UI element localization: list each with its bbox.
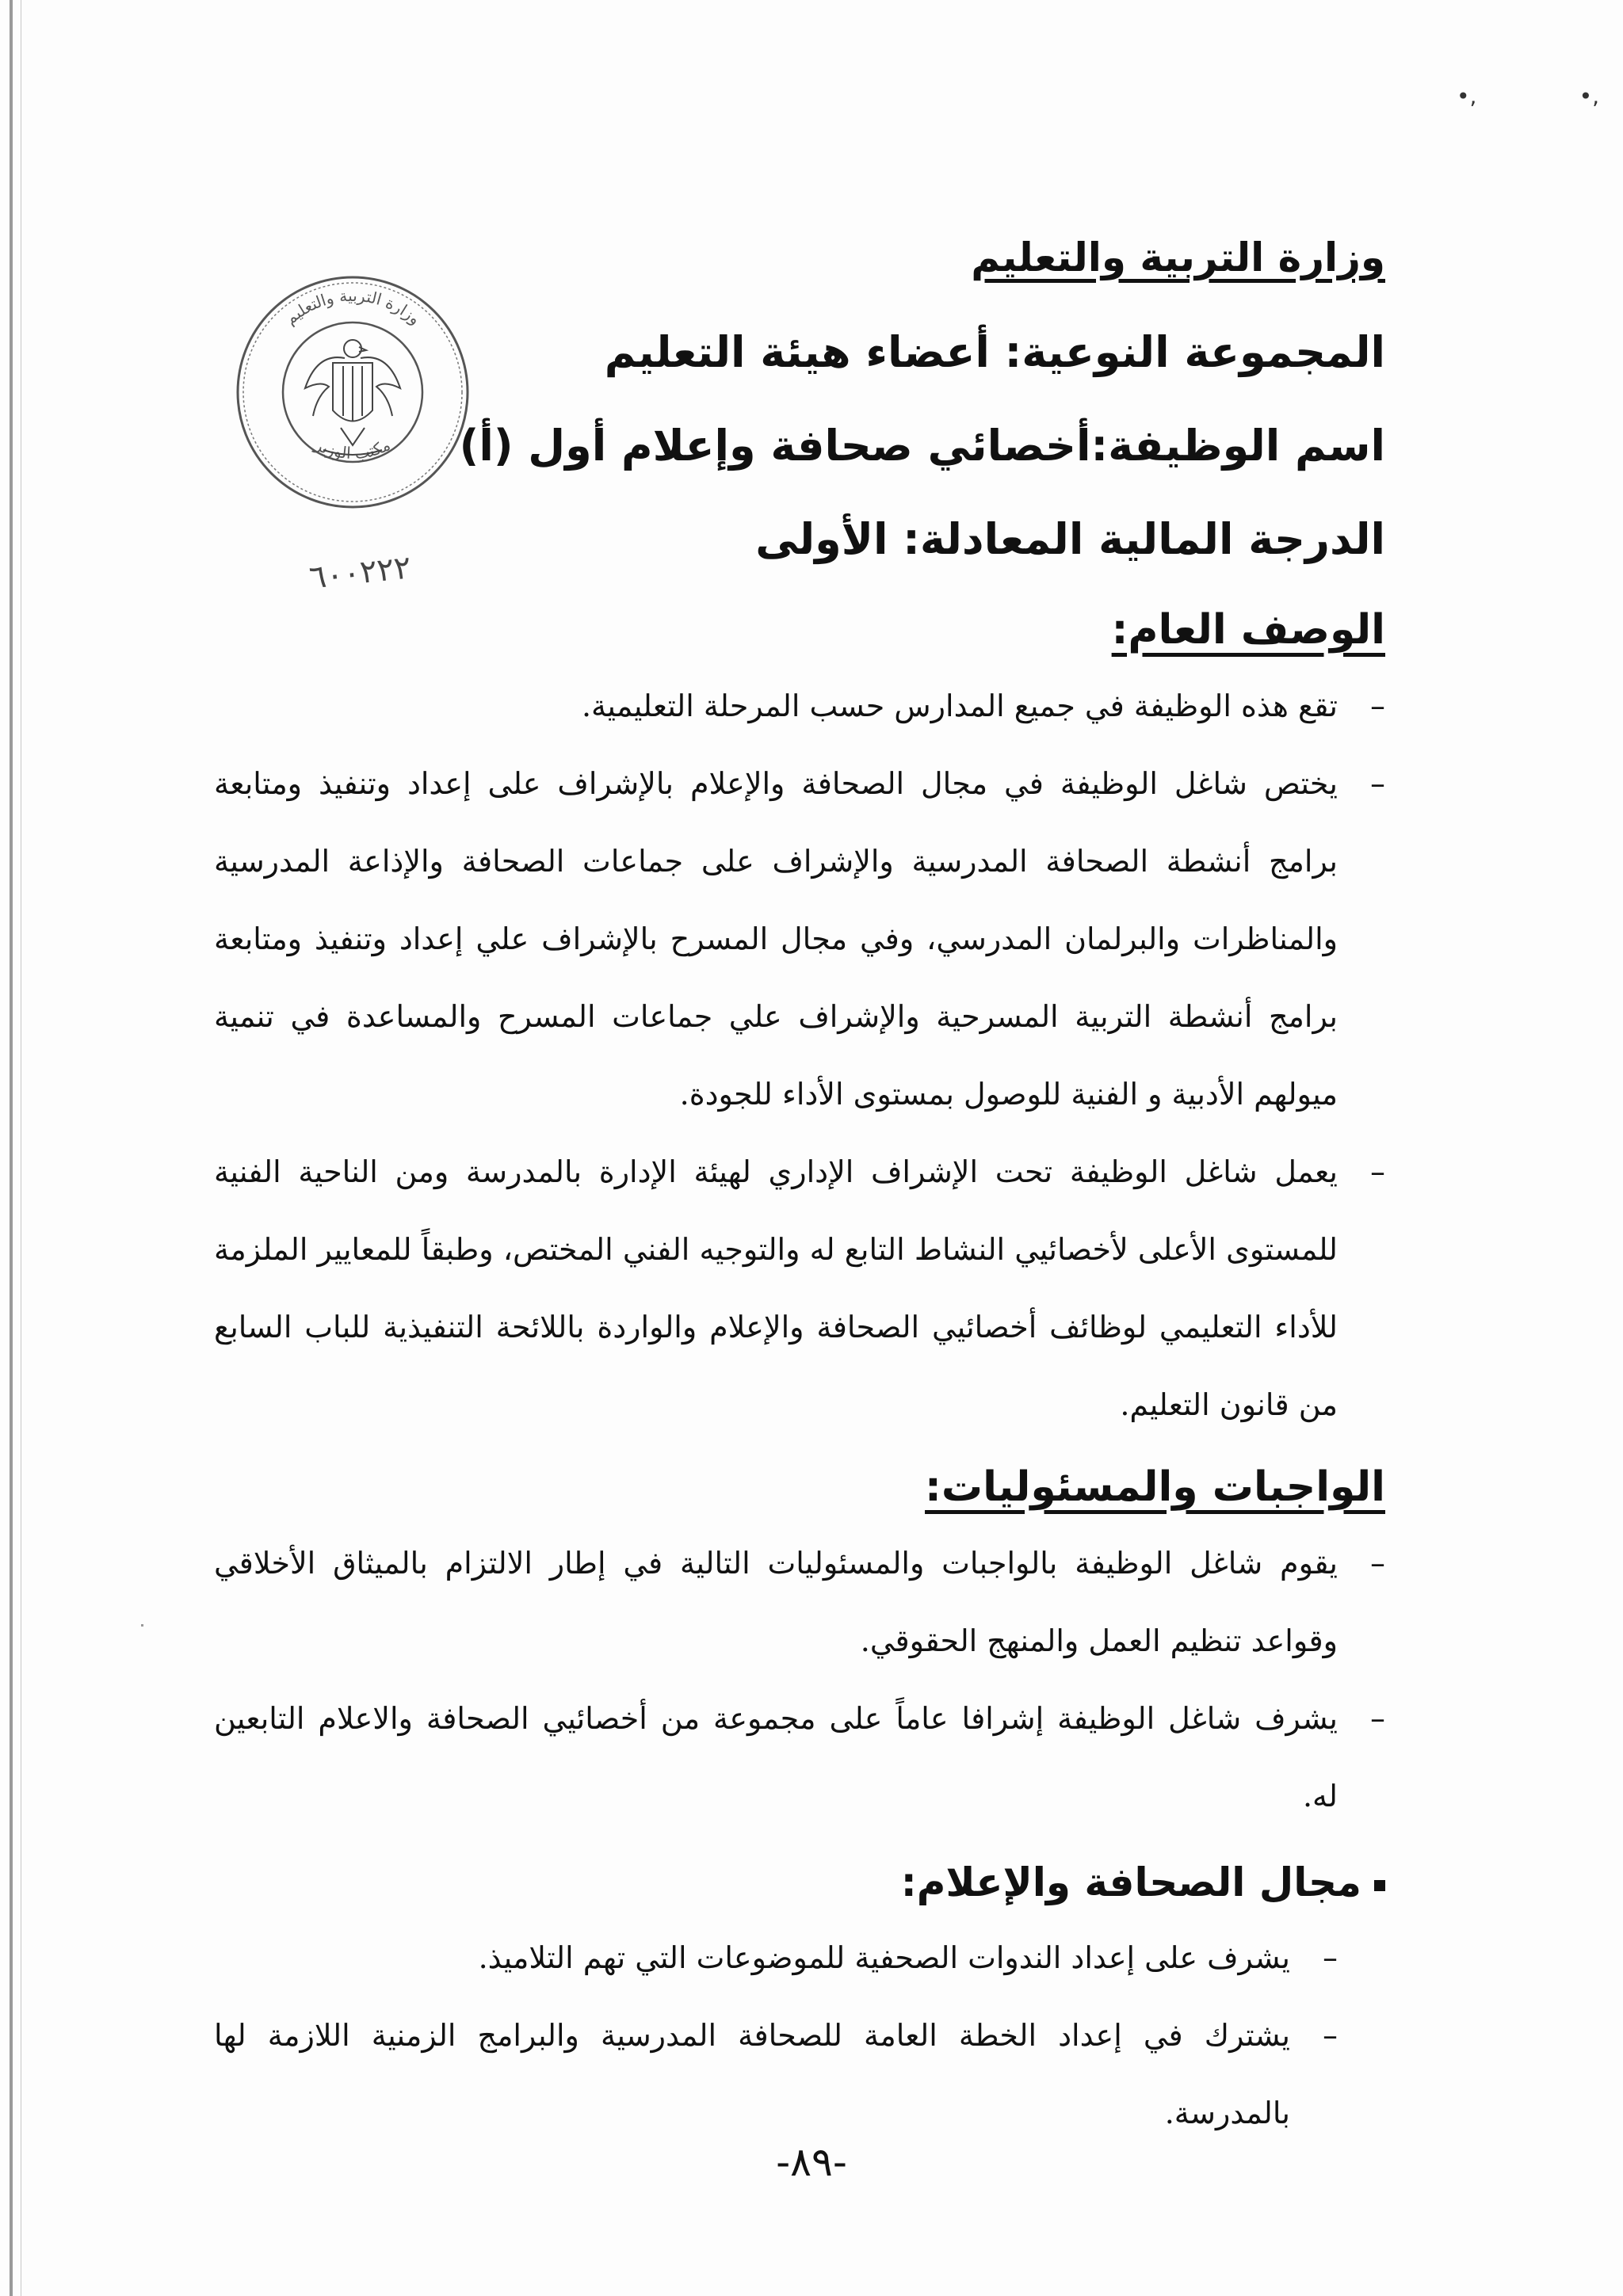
ministry-title: وزارة التربية والتعليم (971, 235, 1385, 280)
scan-edge (10, 0, 13, 2296)
list-item: – يشترك في إعداد الخطة العامة للصحافة المدرسية والبرامج الزمنية اللازمة لها بالمدرسة. (214, 2018, 1338, 2130)
job-group: المجموعة النوعية: أعضاء هيئة التعليم (604, 327, 1385, 377)
list-item: – يختص شاغل الوظيفة في مجال الصحافة والإعلام بالإشراف على إعداد وتنفيذ ومتابعة برامج أنشطة الصحافة المدرسية والإشراف على جماعات الصحافة والإذاعة المدرسية والمناظرات والبرلمان المدرسي، وفي مجال المسرح بالإشراف علي إعداد وتنفيذ ومتابعة برامج أنشطة التربية المسرحية والإشراف علي جماعات المسرح والمساعدة في تنمية ميولهم الأدبية و الفنية للوصول بمستوى الأداء للجودة. (214, 766, 1385, 1112)
square-bullet-icon (1374, 1880, 1385, 1891)
corner-mark-left: •, (1457, 83, 1477, 109)
list-item: – يشرف على إعداد الندوات الصحفية للموضوعات التي تهم التلاميذ. (478, 1940, 1338, 1975)
scan-speck (141, 1624, 143, 1627)
financial-grade: الدرجة المالية المعادلة: الأولى (755, 514, 1385, 564)
corner-mark-right: •, (1579, 83, 1599, 109)
list-item: – يقوم شاغل الوظيفة بالواجبات والمسئوليات التالية في إطار الالتزام بالميثاق الأخلاقي وقواعد تنظيم العمل والمنهج الحقوقي. (214, 1546, 1385, 1658)
list-item: – تقع هذه الوظيفة في جميع المدارس حسب المرحلة التعليمية. (581, 688, 1385, 723)
seal-bottom-text: مكتب الوزير (311, 435, 394, 463)
seal-handwritten-note: ٦٠٠٢٢٢ (307, 549, 413, 597)
duties-list (214, 1524, 1385, 1835)
corner-marks (1457, 83, 1599, 109)
page-number: -٨٩- (776, 2139, 847, 2185)
list-item: – يعمل شاغل الوظيفة تحت الإشراف الإداري لهيئة الإدارة بالمدرسة ومن الناحية الفنية للمستوى الأعلى لأخصائيي النشاط التابع له والتوجيه الفني المختص، وطبقاً للمعايير الملزمة للأداء التعليمي لوظائف أخصائيي الصحافة والإعلام والواردة باللائحة التنفيذية للباب السابع من قانون التعليم. (214, 1154, 1385, 1422)
press-media-title: مجال الصحافة والإعلام: (214, 1846, 1385, 1919)
job-name: اسم الوظيفة:أخصائي صحافة وإعلام أول (أ) (459, 421, 1385, 471)
general-description-list (214, 667, 1385, 1444)
list-item: – يشرف شاغل الوظيفة إشرافا عاماً على مجموعة من أخصائيي الصحافة والاعلام التابعين له. (214, 1701, 1385, 1814)
duties-title: الواجبات والمسئوليات: (925, 1463, 1385, 1511)
seal-ring-text: وزارة التربية والتعليم (281, 285, 425, 329)
document-body (214, 230, 1385, 2152)
press-media-list (214, 1919, 1385, 2152)
general-description-title: الوصف العام: (1111, 606, 1385, 654)
